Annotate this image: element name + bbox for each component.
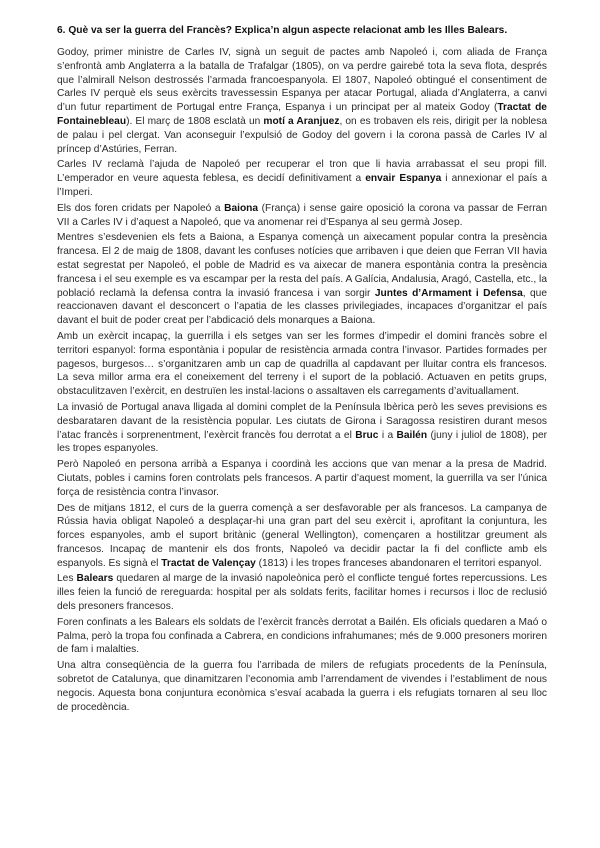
text-run: Mentres s’esdevenien els fets a Baiona, a Espanya començà un aixecament popular contra la presència francesa. El 2 de maig de 1808, davant les confuses notícies que arribaven i que deien que Ferran VII havia estat segrestat per Napoleó, el poble de Madrid es va aixecar de manera espontània contra la presència francesa i el seu exemple es va escampar per la resta del país. A Galícia, Andalusia, Aragó, Castella, etc., la població reclamà la defensa contra la invasió francesa i van sorgir — [57, 232, 547, 299]
question-title: 6. Què va ser la guerra del Francès? Explica’n algun aspecte relacionat amb les Illes Balears. — [57, 25, 508, 36]
paragraph — [57, 616, 547, 657]
paragraph — [57, 330, 547, 399]
bold-term: Tractat de Valençay — [161, 557, 256, 569]
text-run: (juny i juliol de 1808), per les tropes espanyoles. — [57, 429, 548, 455]
bold-term: envair Espanya — [365, 173, 442, 185]
document-body — [57, 46, 547, 714]
document-page — [57, 24, 547, 716]
text-run: (1813) i les tropes franceses abandonaren el territori espanyol. — [255, 557, 542, 569]
text-run: La invasió de Portugal anava lligada al domini complet de la Península Ibèrica però les seves previsions es desbarataren davant de la resistència popular. Les ciutats de Girona i Saragossa resistiren durant mesos l’atac francès i sorprenentment, l’exèrcit francès fou derrotat a el — [57, 401, 547, 441]
text-run: , que reaccionaven davant el desconcert o l’apatia de les classes privilegiades, incapaces d’organitzar el país davant el buit de poder creat per l’abdicació dels monarques a Baiona. — [57, 287, 547, 327]
paragraph — [57, 572, 547, 613]
text-run: ). El març de 1808 esclatà un — [126, 115, 264, 127]
paragraph — [57, 401, 547, 456]
text-run: Carles IV reclamà l’ajuda de Napoleó per recuperar el tron que li havia arrabassat el seu propi fill. L’emperador en veure aquesta feblesa, es decidí definitivament a — [57, 159, 547, 185]
text-run: i annexionar el país a l’Imperi. — [57, 173, 547, 198]
paragraph — [57, 158, 547, 199]
text-run: , on es trobaven els reis, dirigit per la noblesa de palau i pel clergat. Van aconseguir l’expulsió de Godoy del govern i la corona passà de Carles IV al príncep d’Astúries, Ferran. — [57, 115, 547, 155]
text-run: Foren confinats a les Balears els soldats de l’exèrcit francès derrotat a Bailén. Els oficials quedaren a Maó o Palma, però la tropa fou confinada a Cabrera, en condicions infrahumanes; més de 9.000 presoners moriren de fam i malalties. — [57, 616, 547, 656]
paragraph — [57, 46, 547, 156]
paragraph — [57, 659, 547, 714]
bold-term: Juntes d’Armament i Defensa — [374, 287, 523, 299]
text-run: Godoy, primer ministre de Carles IV, signà un seguit de pactes amb Napoleó i, com aliada de França s’enfrontà amb Anglaterra a la batalla de Trafalgar (1805), on va perdre gairebé tota la seva flota, després que l’almirall Nelson destrossés l’armada francoespanyola. El 1807, Napoleó obtingué el consentiment de Carles IV perquè els seus exèrcits travessessin Espanya per atacar Portugal, aliada d’Anglaterra, a canvi d’un futur repartiment de Portugal entre França, Espanya i un principat per al mateix Godoy ( — [57, 47, 547, 114]
bold-term: Baiona — [224, 202, 259, 214]
text-run: Des de mitjans 1812, el curs de la guerra començà a ser desfavorable per als francesos. La campanya de Rússia havia obligat Napoleó a desplaçar-hi una gran part del seu exèrcit i, aprofitant la conjuntura, les forces espanyoles, amb el suport britànic (general Wellington), començaren a hostilitzar greument als francesos. Incapaç de mantenir els dos fronts, Napoleó va decidir pactar la fi del conflicte amb els espanyols. Es signà el — [57, 502, 547, 569]
text-run: (França) i sense gaire oposició la corona va passar de Ferran VII a Carles IV i d’aquest a Napoleó, que va anomenar rei d’Espanya al seu germà Josep. — [57, 202, 547, 228]
paragraph — [57, 231, 547, 328]
text-run: quedaren al marge de la invasió napoleònica però el conflicte tengué fortes repercussions. Les illes feien la funció de rereguarda: hospital per als soldats ferits, facilitar homes i recursos i lloc de reclusió dels presoners francesos. — [57, 573, 547, 613]
text-run: i a — [378, 429, 397, 441]
bold-term: Bruc — [355, 429, 379, 441]
text-run: Amb un exèrcit incapaç, la guerrilla i els setges van ser les formes d’impedir el domini francès sobre el territori espanyol: forma espontània i popular de resistència armada contra l’invasor. Partides formades per pagesos, burgesos… s’organitzaren amb un cap de quadrilla al capdavant per lluitar contra els francesos. La seva millor arma era el coneixement del terreny i el suport de la població. Actuaven en petits grups, obstaculitzaven l’exèrcit, en destruïen les instal·lacions o assaltaven els carregaments d’avituallament. — [57, 330, 547, 398]
text-run: Les — [57, 573, 77, 585]
text-run: Els dos foren cridats per Napoleó a — [57, 202, 225, 214]
bold-term: Balears — [76, 573, 114, 585]
bold-term: Tractat de Fontainebleau — [57, 102, 547, 127]
text-run: Però Napoleó en persona arribà a Espanya i coordinà les accions que van menar a la presa de Madrid. Ciutats, pobles i camins foren controlats pels francesos. A partir d’aquest moment, la guerrilla va ser l’única força de resistència contra l’invasor. — [57, 459, 547, 498]
bold-term: Bailén — [396, 429, 428, 441]
bold-term: motí a Aranjuez — [263, 115, 340, 127]
paragraph — [57, 502, 547, 571]
paragraph — [57, 458, 547, 499]
text-run: Una altra conseqüència de la guerra fou l’arribada de milers de refugiats procedents de la Península, sobretot de Catalunya, que dinamitzaren l’economia amb l’arrendament de vivendes i l’establiment de nous negocis. Aquesta bona conjuntura econòmica s’esvaí acabada la guerra i els refugiats tornaren al seu lloc de procedència. — [57, 660, 547, 713]
paragraph — [57, 202, 547, 230]
